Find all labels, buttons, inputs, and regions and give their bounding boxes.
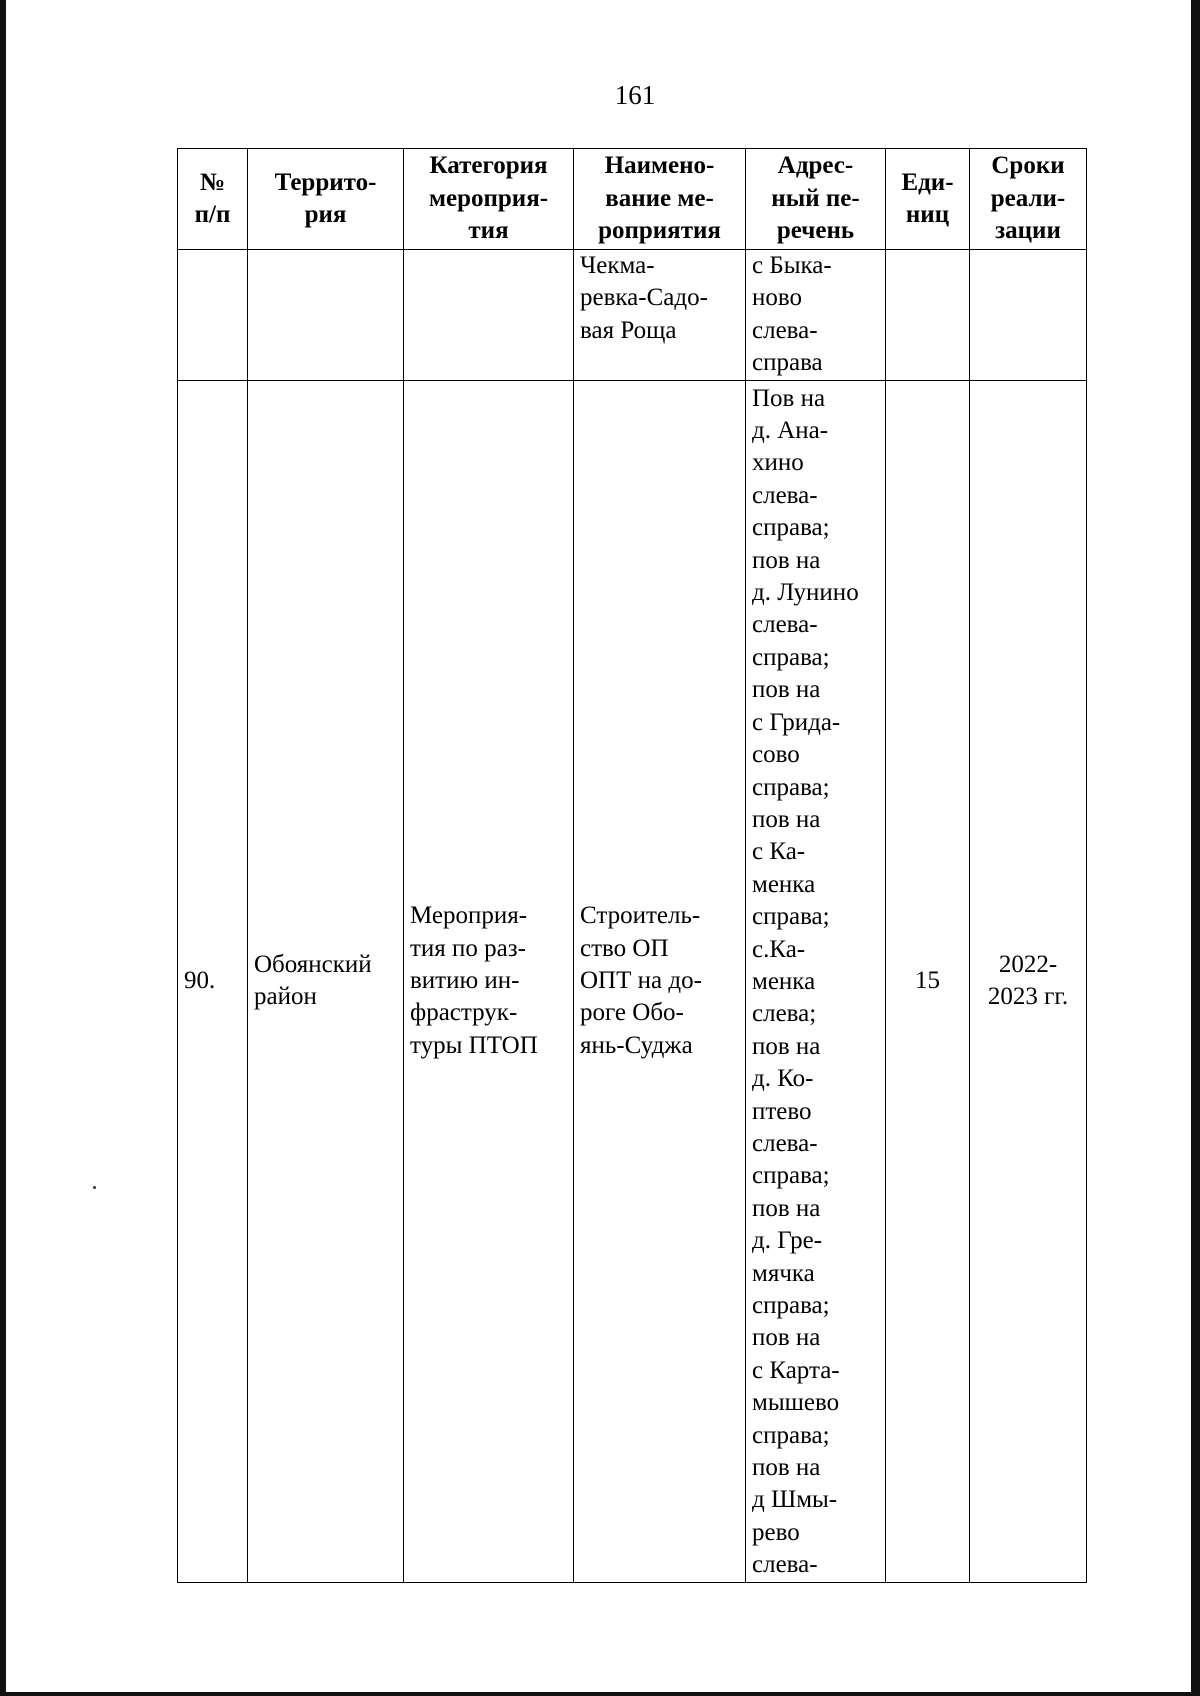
table-header-row [178, 149, 1087, 250]
scan-speck [93, 1186, 96, 1189]
header-address: Адрес- ный пе- речень [746, 149, 886, 250]
scan-edge-right [1191, 0, 1200, 1696]
header-territory: Террито- рия [248, 149, 404, 250]
cell-period [970, 250, 1087, 381]
header-name: Наимено- вание ме- роприятия [574, 149, 746, 250]
cell-units [886, 250, 970, 381]
header-period: Сроки реали- зации [970, 149, 1087, 250]
cell-address: Пов на д. Ана- хино слева- справа; пов на д. Лунино слева- справа; пов на с Грида- сово справа; пов на с Ка- менка справа; с.Ка- менка слева; пов на д. Ко- птево слева- справа; пов на д. Гре- мячка справа; пов на с Карта- мышево справа; пов на д Шмы- рево слева- [746, 380, 886, 1582]
table-row-90 [178, 380, 1087, 1582]
table-row-continuation [178, 250, 1087, 381]
header-units: Еди- ниц [886, 149, 970, 250]
program-table [177, 148, 1087, 1583]
cell-category [404, 250, 574, 381]
cell-name: Чекма- ревка-Садо- вая Роща [574, 250, 746, 381]
scan-edge-bottom [0, 1692, 1200, 1696]
cell-units: 15 [886, 380, 970, 1582]
cell-territory [248, 250, 404, 381]
cell-period: 2022- 2023 гг. [970, 380, 1087, 1582]
cell-num: 90. [178, 380, 248, 1582]
cell-category: Мероприя- тия по раз- витию ин- фраструк- туры ПТОП [404, 380, 574, 1582]
cell-name: Строитель- ство ОП ОПТ на до- роге Обо- янь-Суджа [574, 380, 746, 1582]
page-number: 161 [614, 80, 656, 110]
cell-territory: Обоянский район [248, 380, 404, 1582]
header-num: № п/п [178, 149, 248, 250]
scan-edge-left [0, 0, 6, 1696]
cell-num [178, 250, 248, 381]
header-category: Категория мероприя- тия [404, 149, 574, 250]
cell-address: с Быка- ново слева- справа [746, 250, 886, 381]
